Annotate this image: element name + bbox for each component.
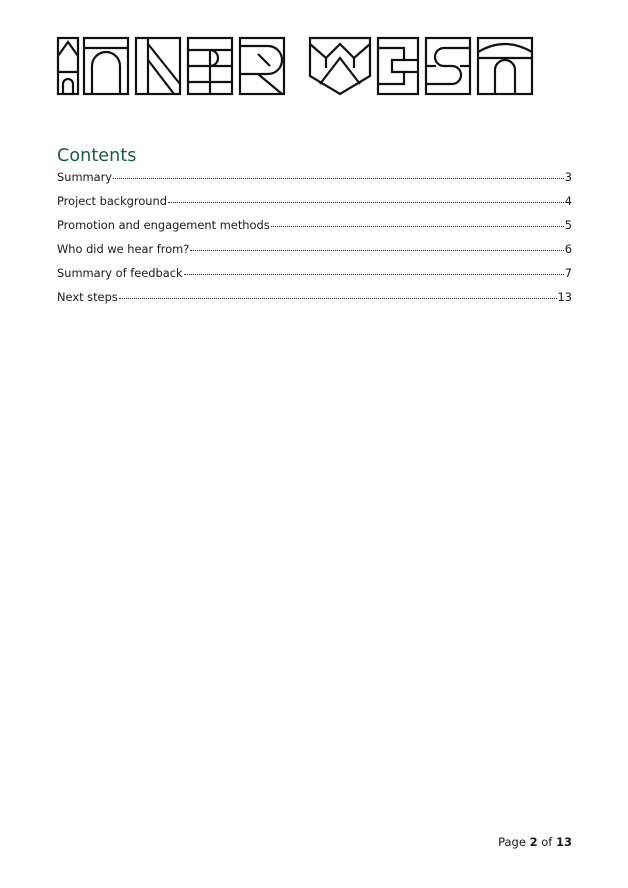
toc-dot-leader [113, 178, 564, 179]
toc-entry-label: Next steps [57, 290, 118, 304]
toc-dot-leader [190, 250, 563, 251]
logo-letter-e-1 [188, 38, 232, 94]
page-prefix: Page [498, 835, 526, 849]
toc-dot-leader [271, 226, 564, 227]
toc-dot-leader [168, 202, 564, 203]
toc-entry-page: 3 [564, 170, 572, 184]
toc-entry-project-background[interactable] [57, 194, 572, 218]
page-number-footer [498, 835, 572, 849]
toc-entry-label: Summary [57, 170, 113, 184]
table-of-contents [57, 170, 572, 314]
toc-entry-page: 13 [557, 290, 572, 304]
toc-entry-page: 7 [564, 266, 572, 280]
toc-entry-label: Project background [57, 194, 167, 208]
page-current: 2 [529, 835, 538, 849]
toc-entry-summary-of-feedback[interactable] [57, 266, 572, 290]
toc-entry-summary[interactable] [57, 170, 572, 194]
logo-letter-r [240, 38, 284, 94]
logo-letter-n-1 [84, 38, 128, 94]
logo-letter-s [426, 38, 470, 94]
toc-entry-page: 6 [564, 242, 572, 256]
toc-entry-promotion-methods[interactable] [57, 218, 572, 242]
page-separator: of [541, 835, 553, 849]
toc-dot-leader [119, 298, 557, 299]
toc-entry-label: Who did we hear from? [57, 242, 190, 256]
logo-letter-e-2 [378, 38, 418, 94]
logo-letter-w [310, 38, 370, 94]
toc-entry-label: Summary of feedback [57, 266, 183, 280]
toc-entry-next-steps[interactable] [57, 290, 572, 314]
toc-dot-leader [184, 274, 564, 275]
contents-heading: Contents [57, 146, 137, 166]
logo-letter-n-2 [136, 38, 180, 94]
toc-entry-page: 4 [564, 194, 572, 208]
toc-entry-who-did-we-hear-from[interactable] [57, 242, 572, 266]
logo-letter-t [478, 38, 532, 94]
toc-entry-label: Promotion and engagement methods [57, 218, 270, 232]
toc-entry-page: 5 [564, 218, 572, 232]
logo-letter-i [58, 38, 78, 94]
inner-west-logo [56, 36, 536, 96]
page-total: 13 [555, 835, 572, 849]
